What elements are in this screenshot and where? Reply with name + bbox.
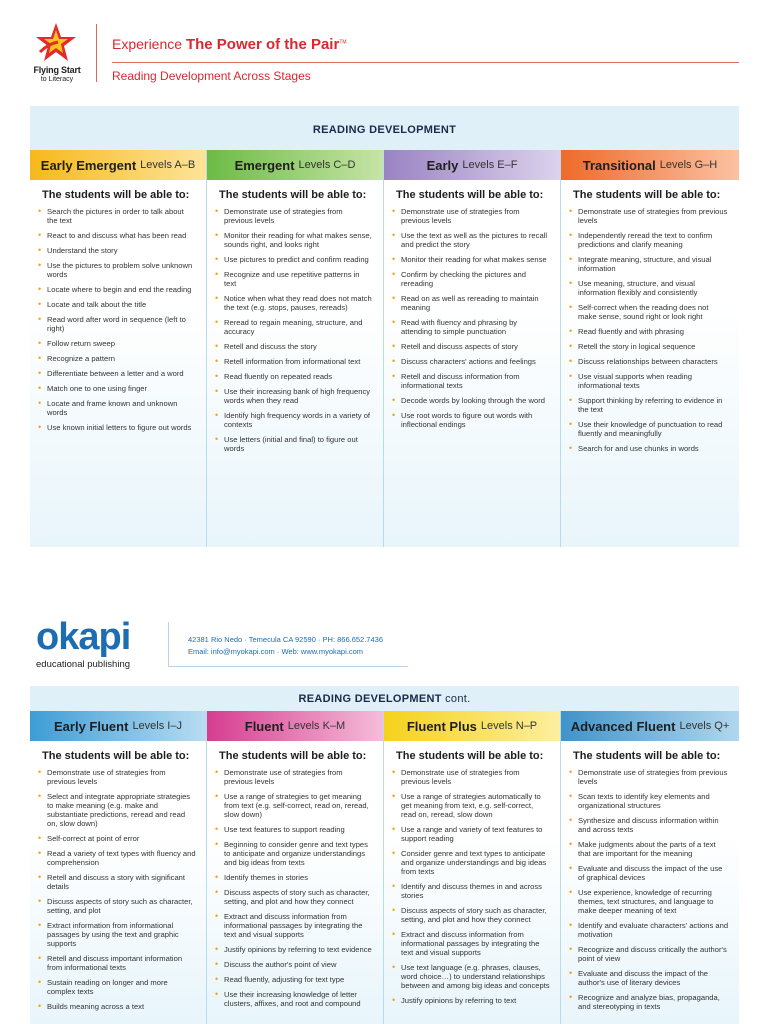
skill-item: • Decode words by looking through the word [392, 396, 550, 405]
stage-header [384, 711, 560, 741]
skill-item: • Builds meaning across a text [38, 1002, 196, 1011]
skill-item: • Use text language (e.g. phrases, clauses, word choice…) to understand relationships between and among big ideas and concepts [392, 963, 550, 990]
stage-header [561, 150, 739, 180]
okapi-logo [36, 618, 130, 670]
skill-item: • Read on as well as rereading to maintain meaning [392, 294, 550, 312]
skill-item: • Read word after word in sequence (left to right) [38, 315, 196, 333]
skill-item: • Confirm by checking the pictures and rereading [392, 270, 550, 288]
skill-item: • Notice when what they read does not match the text (e.g. stops, pauses, rereads) [215, 294, 373, 312]
skill-item: • Demonstrate use of strategies from previous levels [569, 768, 729, 786]
skill-item: • Retell and discuss the story [215, 342, 373, 351]
skill-item: • Demonstrate use of strategies from previous levels [569, 207, 729, 225]
skill-item: • Identify and discuss themes in and across stories [392, 882, 550, 900]
column-subheading: The students will be able to: [42, 750, 190, 762]
okapi-contact: Email: info@myokapi.com · Web: www.myokapi.com [188, 647, 364, 656]
skill-list [561, 207, 739, 453]
column-subheading: The students will be able to: [219, 750, 367, 762]
stage-columns [30, 711, 739, 1024]
skill-item: • Identify high frequency words in a variety of contexts [215, 411, 373, 429]
stage-column-early-emergent [30, 150, 207, 547]
skill-item: • Use the pictures to problem solve unknown words [38, 261, 196, 279]
skill-item: • Discuss relationships between characters [569, 357, 729, 366]
stage-header [207, 150, 383, 180]
column-subheading: The students will be able to: [219, 189, 367, 201]
skill-item: • Evaluate and discuss the impact of the use of graphical devices [569, 864, 729, 882]
reading-development-cont-panel [30, 686, 739, 1024]
skill-item: • Use pictures to predict and confirm reading [215, 255, 373, 264]
skill-item: • Demonstrate use of strategies from previous levels [215, 207, 373, 225]
header-subtitle: Reading Development Across Stages [112, 69, 311, 83]
panel-title-cont: cont. [445, 693, 471, 705]
okapi-tagline: educational publishing [36, 659, 131, 670]
header-rule [112, 62, 739, 63]
skill-item: • Extract and discuss information from informational passages by integrating the text and visual supports [392, 930, 550, 957]
skill-item: • Use their knowledge of punctuation to read fluently and meaningfully [569, 420, 729, 438]
skill-item: • Read fluently on repeated reads [215, 372, 373, 381]
column-subheading: The students will be able to: [396, 750, 544, 762]
skill-item: • Justify opinions by referring to text evidence [215, 945, 373, 954]
skill-item: • Match one to one using finger [38, 384, 196, 393]
skill-item: • Read with fluency and phrasing by attending to simple punctuation [392, 318, 550, 336]
skill-item: • Synthesize and discuss information within and across texts [569, 816, 729, 834]
skill-item: • Reread to regain meaning, structure, and accuracy [215, 318, 373, 336]
skill-item: • Discuss aspects of story such as character, setting, and plot and how they connect [215, 888, 373, 906]
skill-item: • Monitor their reading for what makes sense, sounds right, and looks right [215, 231, 373, 249]
column-subheading: The students will be able to: [396, 189, 544, 201]
reading-development-panel [30, 106, 739, 547]
skill-item: • Consider genre and text types to anticipate and organize understandings and big ideas from texts [392, 849, 550, 876]
skill-item: • Use meaning, structure, and visual information flexibly and consistently [569, 279, 729, 297]
panel-title-text: READING DEVELOPMENT [298, 693, 442, 705]
skill-list [207, 207, 383, 453]
stage-header [561, 711, 739, 741]
skill-list [561, 768, 739, 1011]
skill-item: • Differentiate between a letter and a word [38, 369, 196, 378]
okapi-divider [168, 622, 169, 666]
stage-header [30, 150, 206, 180]
skill-item: • Recognize and use repetitive patterns in text [215, 270, 373, 288]
panel-title [30, 106, 739, 136]
stage-column-fluent-plus [384, 711, 561, 1024]
skill-item: • Use a range and variety of text features to support reading [392, 825, 550, 843]
skill-item: • Sustain reading on longer and more complex texts [38, 978, 196, 996]
stage-header [384, 150, 560, 180]
skill-list [30, 768, 206, 1011]
stage-name: Early [426, 157, 459, 173]
stage-name: Transitional [582, 157, 656, 173]
tagline-bold: The Power of the Pair [185, 36, 340, 53]
skill-item: • Recognize and analyze bias, propaganda, and stereotyping in texts [569, 993, 729, 1011]
skill-item: • Recognize and discuss critically the author's point of view [569, 945, 729, 963]
stage-levels: Levels C–D [298, 159, 356, 171]
stage-name: Early Emergent [40, 157, 137, 173]
stage-name: Emergent [234, 157, 295, 173]
header-divider [96, 24, 97, 82]
stage-levels: Levels K–M [287, 720, 346, 732]
skill-item: • Understand the story [38, 246, 196, 255]
stage-column-early [384, 150, 561, 547]
skill-item: • Scan texts to identify key elements and organizational structures [569, 792, 729, 810]
column-subheading: The students will be able to: [573, 750, 721, 762]
panel-title-text: READING DEVELOPMENT [312, 124, 457, 136]
stage-name: Advanced Fluent [570, 718, 676, 734]
okapi-wordmark: okapi [36, 616, 131, 658]
skill-item: • Use their increasing knowledge of letter clusters, affixes, and root and compound [215, 990, 373, 1008]
stage-name: Fluent Plus [406, 718, 477, 734]
stage-levels: Levels E–F [462, 159, 518, 171]
column-subheading: The students will be able to: [42, 189, 190, 201]
stage-header [30, 711, 206, 741]
skill-item: • Use root words to figure out words with inflectional endings [392, 411, 550, 429]
flying-start-star-icon [34, 22, 78, 64]
skill-item: • Use visual supports when reading informational texts [569, 372, 729, 390]
okapi-address: 42381 Rio Nedo · Temecula CA 92590 · PH: 866.652.7436 [188, 635, 383, 644]
flying-start-logo [24, 66, 90, 84]
logo-line1: Flying Start [33, 65, 81, 75]
stage-column-fluent [207, 711, 384, 1024]
stage-columns [30, 150, 739, 547]
skill-item: • Use known initial letters to figure out words [38, 423, 196, 432]
skill-list [207, 768, 383, 1008]
logo-line2: to Literacy [40, 76, 74, 83]
skill-item: • Monitor their reading for what makes sense [392, 255, 550, 264]
skill-item: • Make judgments about the parts of a text that are important for the meaning [569, 840, 729, 858]
skill-item: • Independently reread the text to confirm predictions and clarify meaning [569, 231, 729, 249]
skill-item: • Use a range of strategies to get meaning from text (e.g. self-correct, read on, reread, slow down) [215, 792, 373, 819]
skill-list [384, 207, 560, 429]
stage-column-emergent [207, 150, 384, 547]
okapi-contact-info [188, 634, 383, 658]
stage-column-transitional [561, 150, 739, 547]
skill-item: • Use their increasing bank of high frequency words when they read [215, 387, 373, 405]
skill-item: • Read a variety of text types with fluency and comprehension [38, 849, 196, 867]
okapi-rule [168, 666, 408, 667]
skill-item: • Self-correct when the reading does not make sense, sound right or look right [569, 303, 729, 321]
stage-column-early-fluent [30, 711, 207, 1024]
panel-title [30, 686, 739, 705]
skill-item: • Evaluate and discuss the impact of the author's use of literary devices [569, 969, 729, 987]
skill-item: • Retell and discuss aspects of story [392, 342, 550, 351]
skill-item: • Demonstrate use of strategies from previous levels [215, 768, 373, 786]
skill-item: • React to and discuss what has been read [38, 231, 196, 240]
skill-item: • Read fluently and with phrasing [569, 327, 729, 336]
skill-item: • Integrate meaning, structure, and visual information [569, 255, 729, 273]
skill-item: • Use a range of strategies automatically to get meaning from text, e.g. self-correct, read on, reread, slow down [392, 792, 550, 819]
page-header [0, 0, 768, 96]
stage-header [207, 711, 383, 741]
skill-item: • Recognize a pattern [38, 354, 196, 363]
stage-levels: Levels G–H [659, 159, 718, 171]
skill-item: • Demonstrate use of strategies from previous levels [392, 768, 550, 786]
stage-name: Fluent [244, 718, 284, 734]
tagline-prefix: Experience [112, 36, 186, 52]
header-tagline [112, 36, 347, 53]
skill-item: • Locate and frame known and unknown words [38, 399, 196, 417]
stage-levels: Levels Q+ [679, 720, 730, 732]
skill-item: • Discuss characters' actions and feelings [392, 357, 550, 366]
skill-item: • Demonstrate use of strategies from previous levels [38, 768, 196, 786]
stage-levels: Levels N–P [480, 720, 538, 732]
column-subheading: The students will be able to: [573, 189, 721, 201]
skill-list [384, 768, 560, 1005]
skill-item: • Discuss the author's point of view [215, 960, 373, 969]
skill-list [30, 207, 206, 432]
skill-item: • Extract and discuss information from informational passages by integrating the text and visual supports [215, 912, 373, 939]
skill-item: • Retell the story in logical sequence [569, 342, 729, 351]
skill-item: • Self-correct at point of error [38, 834, 196, 843]
skill-item: • Retell and discuss a story with significant details [38, 873, 196, 891]
stage-levels: Levels I–J [132, 720, 182, 732]
skill-item: • Read fluently, adjusting for text type [215, 975, 373, 984]
skill-item: • Justify opinions by referring to text [392, 996, 550, 1005]
skill-item: • Locate where to begin and end the reading [38, 285, 196, 294]
skill-item: • Locate and talk about the title [38, 300, 196, 309]
skill-item: • Retell and discuss information from informational texts [392, 372, 550, 390]
skill-item: • Identify themes in stories [215, 873, 373, 882]
skill-item: • Retell and discuss important information from informational texts [38, 954, 196, 972]
stage-levels: Levels A–B [140, 159, 196, 171]
skill-item: • Use letters (initial and final) to figure out words [215, 435, 373, 453]
stage-column-advanced-fluent [561, 711, 739, 1024]
skill-item: • Demonstrate use of strategies from previous levels [392, 207, 550, 225]
stage-name: Early Fluent [54, 718, 129, 734]
skill-item: • Select and integrate appropriate strategies to make meaning (e.g. make and substantiate predictions, reread and read on, slow down) [38, 792, 196, 828]
skill-item: • Use text features to support reading [215, 825, 373, 834]
skill-item: • Follow return sweep [38, 339, 196, 348]
skill-item: • Beginning to consider genre and text types to anticipate and organize understandings and big ideas from texts [215, 840, 373, 867]
skill-item: • Use the text as well as the pictures to recall and predict the story [392, 231, 550, 249]
skill-item: • Use experience, knowledge of recurring themes, text structures, and language to make deeper meaning of text [569, 888, 729, 915]
skill-item: • Search the pictures in order to talk about the text [38, 207, 196, 225]
skill-item: • Support thinking by referring to evidence in the text [569, 396, 729, 414]
skill-item: • Search for and use chunks in words [569, 444, 729, 453]
tagline-tm: TM [339, 39, 347, 46]
skill-item: • Retell information from informational text [215, 357, 373, 366]
skill-item: • Identify and evaluate characters' actions and motivation [569, 921, 729, 939]
skill-item: • Extract information from informational passages by using the text and graphic supports [38, 921, 196, 948]
skill-item: • Discuss aspects of story such as character, setting, and plot and how they connect [392, 906, 550, 924]
skill-item: • Discuss aspects of story such as character, setting, and plot [38, 897, 196, 915]
